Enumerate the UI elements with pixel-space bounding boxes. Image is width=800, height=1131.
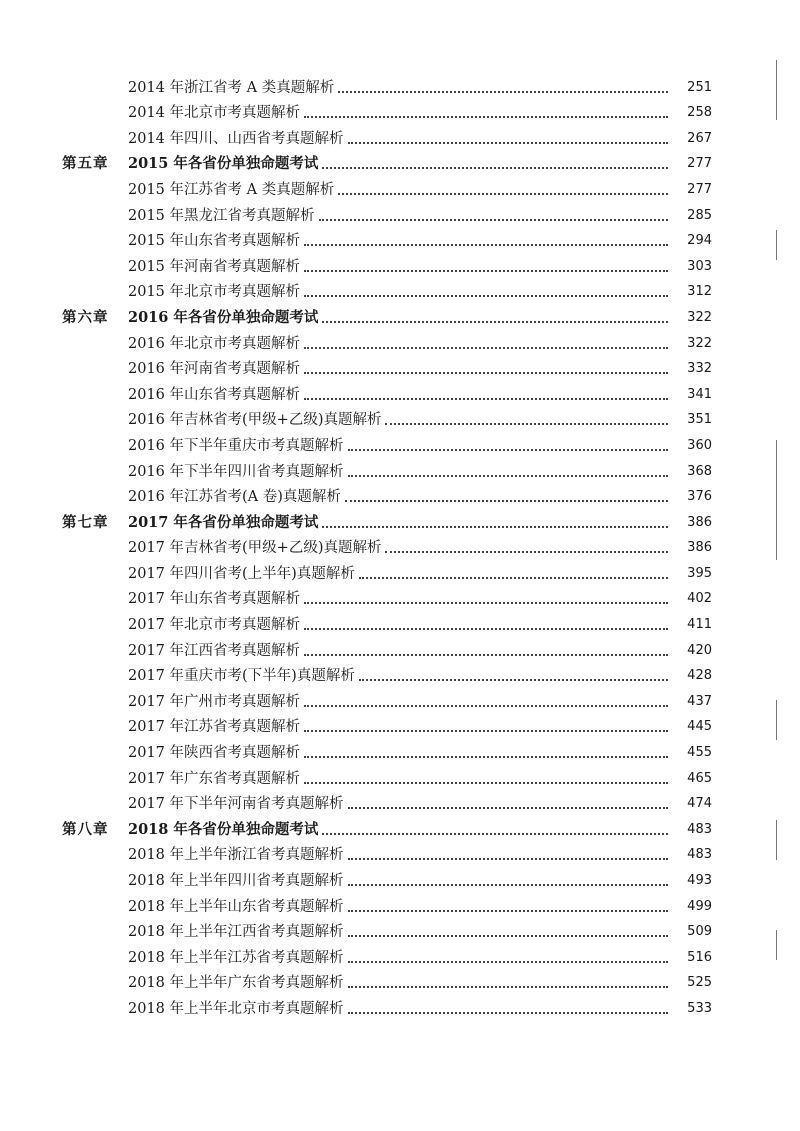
page-number: 251 <box>687 79 712 95</box>
dot-leader <box>304 347 668 349</box>
entry-title: 2017 年陕西省考真题解析 <box>128 745 301 762</box>
dot-leader <box>304 116 668 118</box>
scan-edge-mark <box>776 230 777 260</box>
entry-title: 2016 年河南省考真题解析 <box>128 361 301 378</box>
dot-leader <box>322 526 668 528</box>
entry-title: 2015 年山东省考真题解析 <box>128 233 301 250</box>
page-number: 493 <box>687 873 712 888</box>
dot-leader <box>304 756 668 758</box>
page-number: 267 <box>687 130 712 146</box>
toc-entry <box>0 609 800 635</box>
chapter-label: 第六章 <box>62 308 109 326</box>
entry-title: 2017 年各省份单独命题考试 <box>128 513 319 531</box>
scan-edge-mark <box>776 60 777 120</box>
page-number: 509 <box>687 924 712 940</box>
toc-entry <box>0 482 800 508</box>
entry-title: 2017 年下半年河南省考真题解析 <box>128 796 344 813</box>
scan-edge-mark <box>776 700 777 740</box>
entry-title: 2018 年上半年江西省考真题解析 <box>128 924 344 941</box>
entry-title: 2017 年四川省考(上半年)真题解析 <box>128 565 355 582</box>
dot-leader <box>348 142 668 144</box>
page-number: 368 <box>687 463 712 479</box>
toc-entry <box>0 737 800 763</box>
dot-leader <box>348 935 668 937</box>
entry-title: 2015 年河南省考真题解析 <box>128 258 301 275</box>
page-number: 499 <box>687 898 712 914</box>
page-number: 402 <box>687 591 712 607</box>
toc-entry <box>0 917 800 943</box>
dot-leader <box>348 449 668 451</box>
dot-leader <box>348 1012 668 1014</box>
toc-entry <box>0 328 800 354</box>
entry-title: 2017 年北京市考真题解析 <box>128 617 301 634</box>
entry-title: 2017 年重庆市考(下半年)真题解析 <box>128 668 355 685</box>
dot-leader <box>304 730 668 732</box>
toc-entry <box>0 865 800 891</box>
entry-title: 2018 年上半年浙江省考真题解析 <box>128 847 344 864</box>
entry-title: 2017 年江苏省考真题解析 <box>128 719 301 736</box>
entry-title: 2018 年上半年北京市考真题解析 <box>128 1000 344 1017</box>
page-number: 455 <box>687 745 712 761</box>
toc-entry <box>0 686 800 712</box>
entry-title: 2015 年江苏省考 A 类真题解析 <box>128 181 335 198</box>
dot-leader <box>348 858 668 860</box>
dot-leader <box>304 372 668 374</box>
page-number: 474 <box>687 796 712 812</box>
dot-leader <box>348 986 668 988</box>
toc-entry <box>0 993 800 1019</box>
page-number: 312 <box>687 284 712 300</box>
dot-leader <box>304 705 668 707</box>
dot-leader <box>304 602 668 604</box>
page-number: 351 <box>687 412 712 428</box>
dot-leader <box>348 884 668 886</box>
dot-leader <box>338 193 668 195</box>
dot-leader <box>304 628 668 630</box>
toc-entry <box>0 430 800 456</box>
toc-entry <box>0 379 800 405</box>
page-number: 525 <box>687 975 712 991</box>
dot-leader <box>304 295 668 297</box>
dot-leader <box>304 654 668 656</box>
dot-leader <box>359 679 668 681</box>
entry-title: 2015 年各省份单独命题考试 <box>128 155 319 173</box>
page-number: 420 <box>687 642 712 658</box>
toc-entry <box>0 174 800 200</box>
page-number: 303 <box>687 258 712 274</box>
page-number: 285 <box>687 207 712 223</box>
toc-entry <box>0 533 800 559</box>
page-number: 277 <box>687 156 712 172</box>
dot-leader <box>338 91 668 93</box>
toc-entry <box>0 968 800 994</box>
page-number: 395 <box>687 565 712 581</box>
dot-leader <box>348 961 668 963</box>
entry-title: 2017 年广东省考真题解析 <box>128 770 301 787</box>
toc-entry <box>0 226 800 252</box>
dot-leader <box>359 577 668 579</box>
entry-title: 2014 年浙江省考 A 类真题解析 <box>128 79 335 96</box>
page-number: 322 <box>687 335 712 351</box>
dot-leader <box>348 475 668 477</box>
entry-title: 2014 年四川、山西省考真题解析 <box>128 130 344 147</box>
page-number: 360 <box>687 437 712 453</box>
toc-chapter-entry <box>0 149 800 175</box>
toc-entry <box>0 251 800 277</box>
toc-entry <box>0 891 800 917</box>
entry-title: 2016 年各省份单独命题考试 <box>128 308 319 326</box>
dot-leader <box>322 321 668 323</box>
dot-leader <box>304 398 668 400</box>
entry-title: 2018 年上半年江苏省考真题解析 <box>128 949 344 966</box>
toc-entry <box>0 123 800 149</box>
entry-title: 2017 年江西省考真题解析 <box>128 642 301 659</box>
toc-entry <box>0 712 800 738</box>
entry-title: 2016 年江苏省考(A 卷)真题解析 <box>128 489 341 506</box>
toc-entry <box>0 558 800 584</box>
dot-leader <box>348 910 668 912</box>
page-number: 386 <box>687 540 712 556</box>
chapter-label: 第七章 <box>62 513 109 531</box>
entry-title: 2018 年上半年山东省考真题解析 <box>128 898 344 915</box>
page-number: 386 <box>687 514 712 530</box>
chapter-label: 第五章 <box>62 155 109 173</box>
page-number: 483 <box>687 847 712 863</box>
toc-entry <box>0 98 800 124</box>
page-number: 332 <box>687 361 712 377</box>
dot-leader <box>345 500 668 502</box>
page-number: 376 <box>687 489 712 505</box>
toc-chapter-entry <box>0 302 800 328</box>
entry-title: 2018 年上半年四川省考真题解析 <box>128 873 344 889</box>
page-number: 533 <box>687 1000 712 1016</box>
toc-entry <box>0 584 800 610</box>
page-number: 294 <box>687 233 712 249</box>
dot-leader <box>304 270 668 272</box>
toc-entry <box>0 456 800 482</box>
toc-entry <box>0 789 800 815</box>
entry-title: 2015 年北京市考真题解析 <box>128 284 301 301</box>
page-number: 411 <box>687 617 712 633</box>
toc-entry <box>0 72 800 98</box>
entry-title: 2017 年吉林省考(甲级+乙级)真题解析 <box>128 540 382 557</box>
toc-entry <box>0 763 800 789</box>
table-of-contents <box>0 72 800 1019</box>
page-number: 516 <box>687 949 712 965</box>
page-number: 322 <box>687 309 712 325</box>
page-number: 341 <box>687 386 712 402</box>
toc-entry <box>0 405 800 431</box>
toc-chapter-entry <box>0 814 800 840</box>
entry-title: 2018 年各省份单独命题考试 <box>128 820 319 838</box>
toc-entry <box>0 661 800 687</box>
entry-title: 2016 年下半年四川省考真题解析 <box>128 463 344 480</box>
dot-leader <box>385 423 668 425</box>
entry-title: 2016 年吉林省考(甲级+乙级)真题解析 <box>128 412 382 429</box>
page-number: 437 <box>687 693 712 709</box>
toc-chapter-entry <box>0 507 800 533</box>
entry-title: 2018 年上半年广东省考真题解析 <box>128 975 344 992</box>
toc-entry <box>0 635 800 661</box>
entry-title: 2016 年山东省考真题解析 <box>128 386 301 403</box>
entry-title: 2015 年黑龙江省考真题解析 <box>128 207 315 224</box>
page-number: 277 <box>687 181 712 197</box>
scan-edge-mark <box>776 440 777 560</box>
page-number: 428 <box>687 668 712 684</box>
toc-entry <box>0 354 800 380</box>
entry-title: 2017 年山东省考真题解析 <box>128 591 301 608</box>
page-number: 258 <box>687 105 712 121</box>
entry-title: 2014 年北京市考真题解析 <box>128 105 301 122</box>
dot-leader <box>348 807 668 809</box>
toc-entry <box>0 840 800 866</box>
dot-leader <box>322 833 668 835</box>
scan-edge-mark <box>776 820 777 860</box>
toc-entry <box>0 200 800 226</box>
dot-leader <box>322 167 668 169</box>
dot-leader <box>304 782 668 784</box>
dot-leader <box>319 219 668 221</box>
entry-title: 2016 年北京市考真题解析 <box>128 335 301 352</box>
entry-title: 2017 年广州市考真题解析 <box>128 693 301 710</box>
toc-entry <box>0 942 800 968</box>
page-number: 483 <box>687 821 712 837</box>
dot-leader <box>385 551 668 553</box>
chapter-label: 第八章 <box>62 820 109 838</box>
toc-entry <box>0 277 800 303</box>
dot-leader <box>304 244 668 246</box>
scan-edge-mark <box>776 930 777 960</box>
entry-title: 2016 年下半年重庆市考真题解析 <box>128 437 344 454</box>
page-number: 445 <box>687 719 712 735</box>
page-number: 465 <box>687 770 712 786</box>
